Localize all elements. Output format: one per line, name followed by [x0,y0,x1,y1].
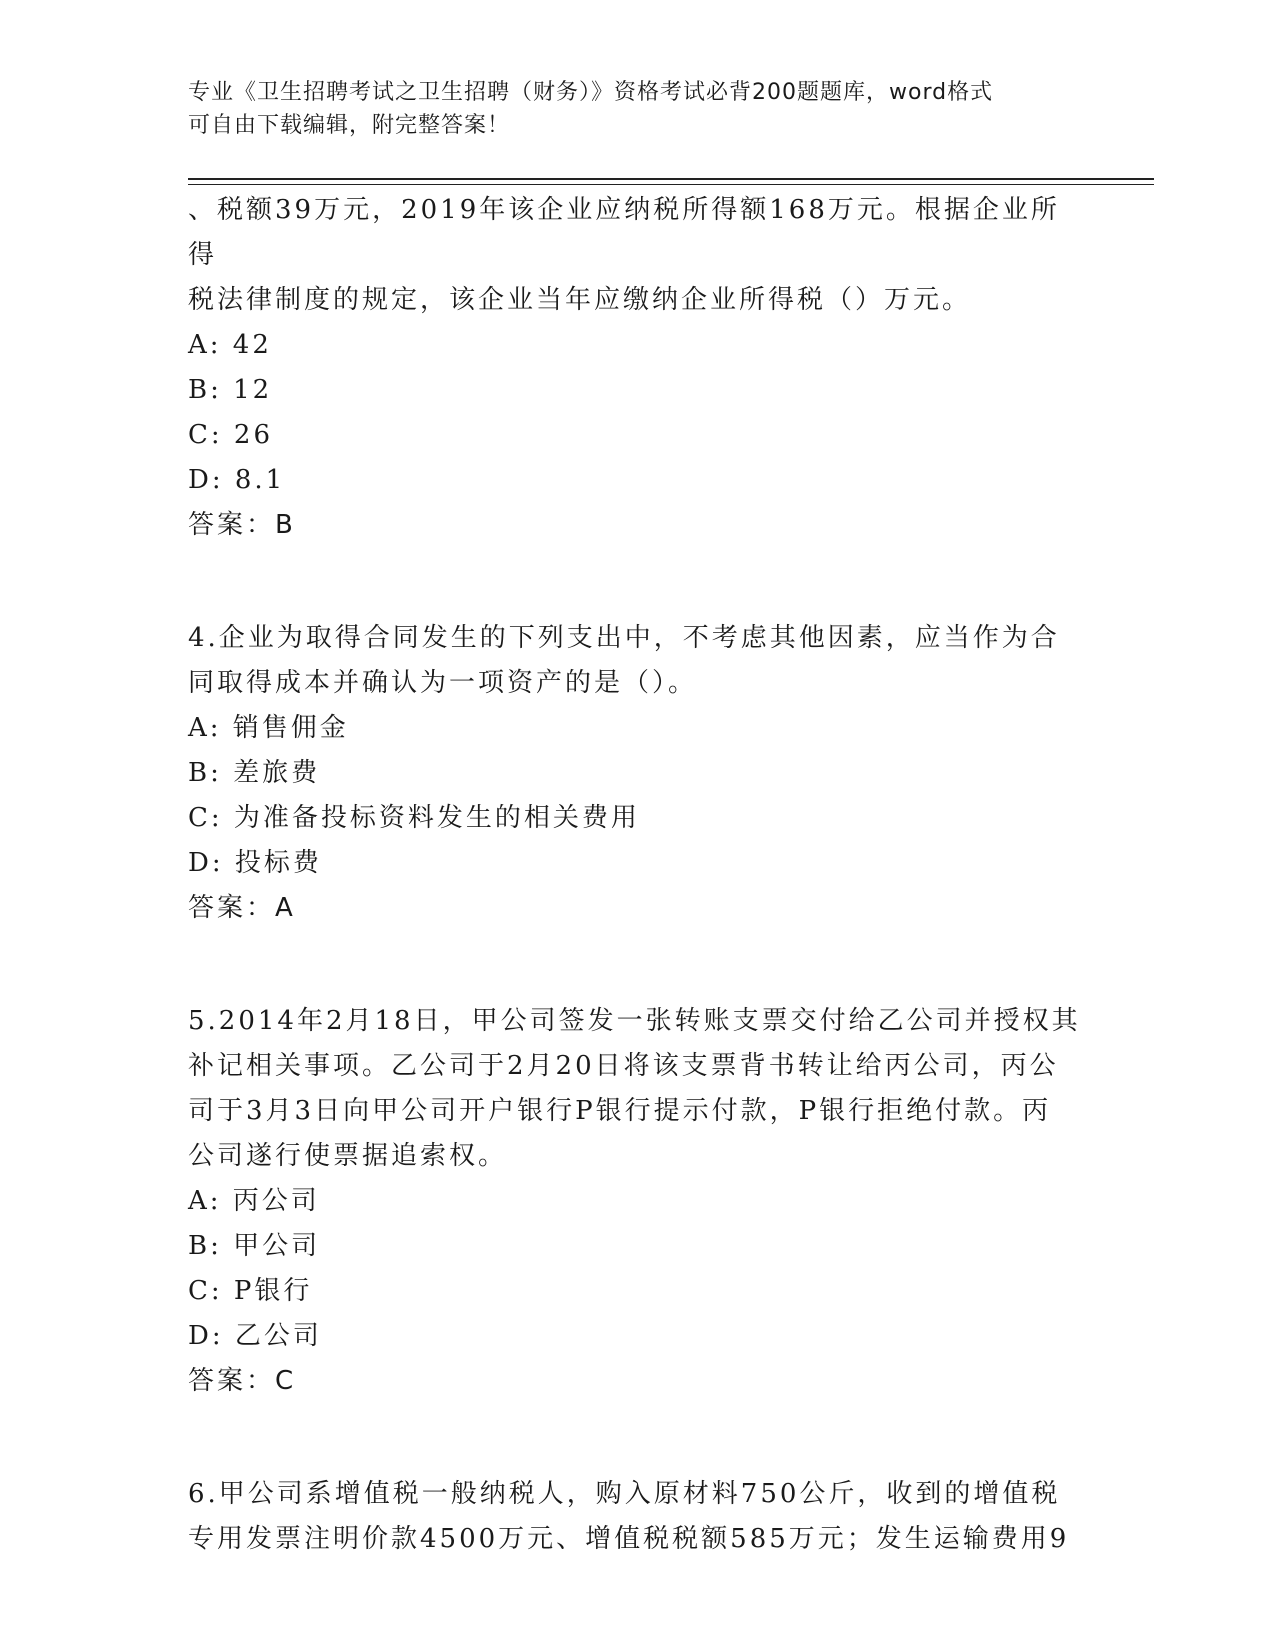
question-6 [188,1472,1088,1562]
question-text-line: 补记相关事项。乙公司于2月20日将该支票背书转让给丙公司，丙公 [188,1051,1059,1081]
option-c: C: P银行 [188,1276,313,1306]
question-text-line: 6.甲公司系增值税一般纳税人，购入原材料750公斤，收到的增值税 [188,1479,1061,1509]
question-text-line: 5.2014年2月18日，甲公司签发一张转账支票交付给乙公司并授权其 [188,1006,1081,1036]
header-rule-thick [188,178,1154,180]
option-b: B: 12 [188,375,273,405]
question-text-line: 、税额39万元，2019年该企业应纳税所得额168万元。根据企业所得 [188,195,1060,270]
question-text-line: 同取得成本并确认为一项资产的是（）。 [188,668,698,698]
option-a: A: 丙公司 [188,1186,320,1216]
question-4 [188,616,1088,931]
document-body [188,188,1088,1562]
option-b: B: 甲公司 [188,1231,321,1261]
answer-line: 答案：A [188,893,296,923]
question-text-line: 司于3月3日向甲公司开户银行P银行提示付款，P银行拒绝付款。丙 [188,1096,1052,1126]
answer-line: 答案：C [188,1366,297,1396]
option-d: D: 8.1 [188,465,286,495]
option-c: C: 为准备投标资料发生的相关费用 [188,803,640,833]
question-5 [188,999,1088,1404]
question-text-line: 税法律制度的规定，该企业当年应缴纳企业所得税（）万元。 [188,285,972,315]
option-d: D: 乙公司 [188,1321,322,1351]
question-text-line: 专用发票注明价款4500万元、增值税税额585万元；发生运输费用9 [188,1524,1070,1554]
question-text-line: 公司遂行使票据追索权。 [188,1141,508,1171]
option-b: B: 差旅费 [188,758,321,788]
header-line-2: 可自由下载编辑，附完整答案！ [188,113,511,138]
header-line-1: 专业《卫生招聘考试之卫生招聘（财务）》资格考试必背200题题库，word格式 [188,80,994,105]
header-rule-thin [188,184,1154,185]
option-a: A: 销售佣金 [188,713,349,743]
question-3-continued [188,188,1088,548]
question-text-line: 4.企业为取得合同发生的下列支出中，不考虑其他因素，应当作为合 [188,623,1060,653]
page-header [188,76,1088,142]
option-d: D: 投标费 [188,848,322,878]
answer-line: 答案：B [188,510,296,540]
option-a: A: 42 [188,330,272,360]
option-c: C: 26 [188,420,274,450]
